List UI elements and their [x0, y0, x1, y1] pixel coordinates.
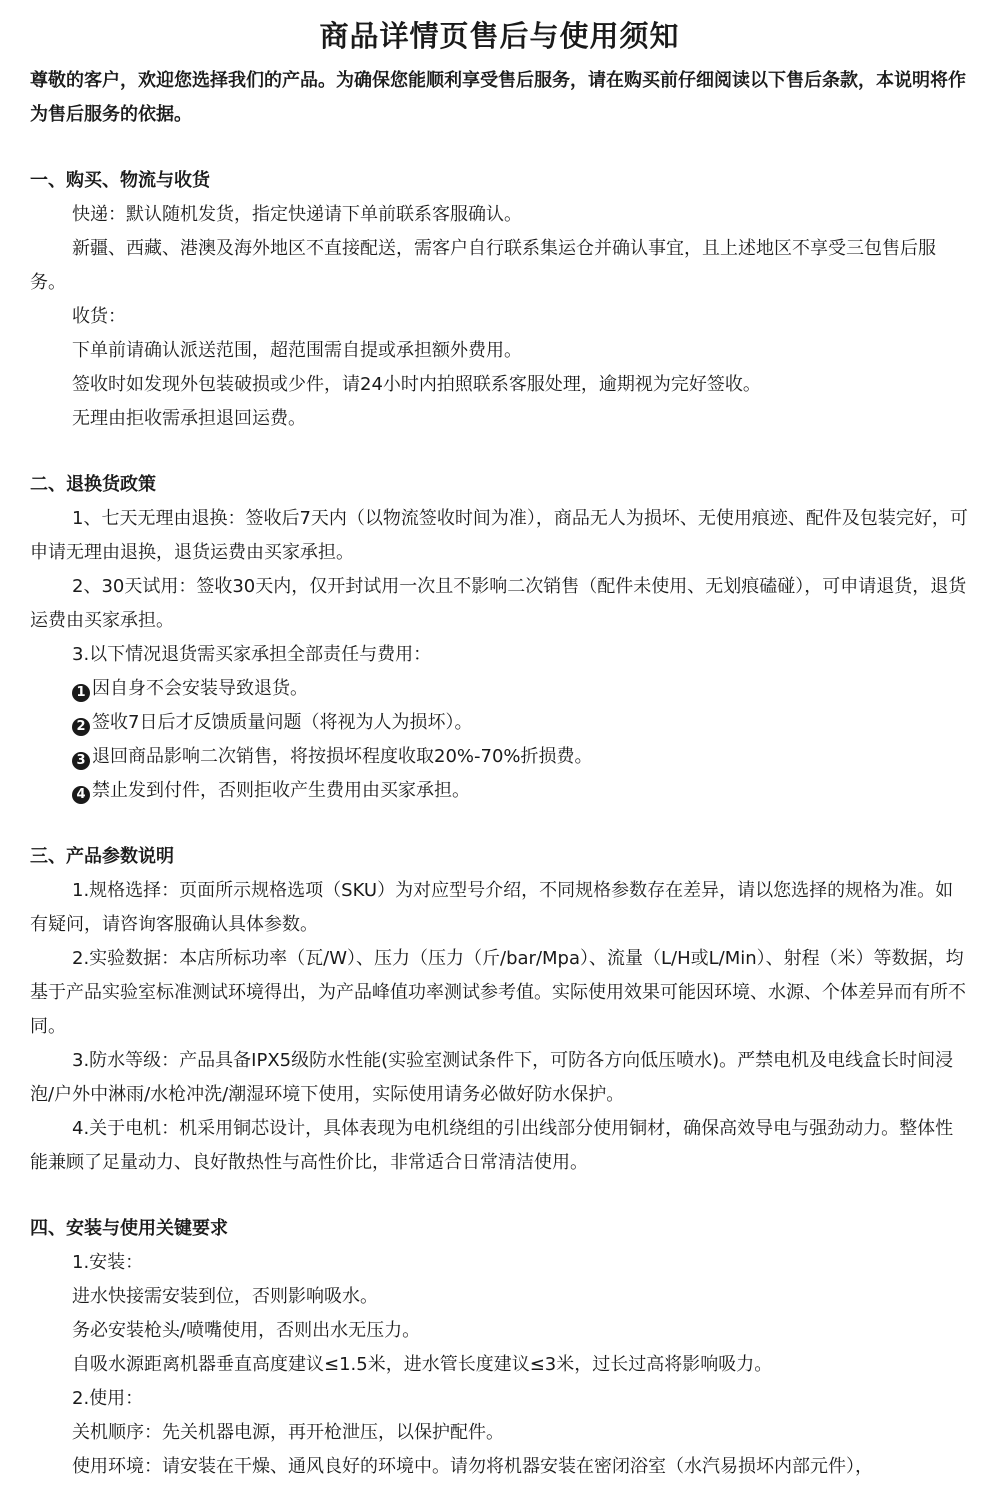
section-heading: 三、产品参数说明 [30, 846, 174, 867]
parameter-item: 2.实验数据：本店所标功率（瓦/W）、压力（压力（斤/bar/Mpa）、流量（L/H或L/Min）、射程（米）等数据，均基于产品实验室标准测试环境得出，为产品峰值功率测试参考值。实际使用效果可能因环境、水源、个体差异而有所不同。 [30, 948, 966, 1037]
section-install-usage [30, 1212, 969, 1484]
receive-label: 收货： [72, 306, 126, 327]
bullet-text: 退回商品影响二次销售，将按损坏程度收取20%-70%折损费。 [92, 746, 593, 767]
number-badge: 2 [72, 718, 90, 736]
return-rule-2: 2、30天试用：签收30天内，仅开封试用一次且不影响二次销售（配件未使用、无划痕磕碰），可申请退货，退货运费由买家承担。 [30, 576, 967, 631]
number-badge: 4 [72, 786, 90, 804]
install-item: 务必安装枪头/喷嘴使用，否则出水无压力。 [72, 1320, 421, 1341]
section-product-parameters [30, 840, 969, 1180]
use-item: 使用环境：请安装在干燥、通风良好的环境中。请勿将机器安装在密闭浴室（水汽易损坏内部元件）， [72, 1456, 873, 1477]
buyer-responsibility-item [30, 774, 969, 808]
buyer-responsibility-item [30, 740, 969, 774]
parameter-item: 1.规格选择：页面所示规格选项（SKU）为对应型号介绍，不同规格参数存在差异，请以您选择的规格为准。如有疑问，请咨询客服确认具体参数。 [30, 880, 954, 935]
receive-item: 无理由拒收需承担退回运费。 [72, 408, 306, 429]
use-label: 2.使用： [72, 1388, 144, 1409]
install-item: 进水快接需安装到位，否则影响吸水。 [72, 1286, 378, 1307]
number-badge: 3 [72, 752, 90, 770]
parameter-item: 3.防水等级：产品具备IPX5级防水性能(实验室测试条件下，可防各方向低压喷水)。严禁电机及电线盒长时间浸泡/户外中淋雨/水枪冲洗/潮湿环境下使用，实际使用请务必做好防水保护。 [30, 1050, 954, 1105]
return-rule-1: 1、七天无理由退换：签收后7天内（以物流签收时间为准），商品无人为损坏、无使用痕迹、配件及包装完好，可申请无理由退换，退货运费由买家承担。 [30, 508, 968, 563]
section-heading: 一、购买、物流与收货 [30, 170, 210, 191]
bullet-text: 禁止发到付件，否则拒收产生费用由买家承担。 [92, 780, 470, 801]
install-item: 自吸水源距离机器垂直高度建议≤1.5米，进水管长度建议≤3米，过长过高将影响吸力。 [72, 1354, 773, 1375]
bullet-text: 签收7日后才反馈质量问题（将视为人为损坏）。 [92, 712, 473, 733]
page-title: 商品详情页售后与使用须知 [319, 19, 680, 53]
buyer-responsibility-item [30, 706, 969, 740]
express-text: 快递：默认随机发货，指定快递请下单前联系客服确认。 [72, 204, 522, 225]
receive-item: 下单前请确认派送范围，超范围需自提或承担额外费用。 [72, 340, 522, 361]
buyer-responsibility-item [30, 672, 969, 706]
intro-text: 尊敬的客户，欢迎您选择我们的产品。为确保您能顺利享受售后服务，请在购买前仔细阅读以下售后条款，本说明将作为售后服务的依据。 [30, 70, 966, 125]
remote-area-text: 新疆、西藏、港澳及海外地区不直接配送，需客户自行联系集运仓并确认事宜，且上述地区不享受三包售后服务。 [30, 238, 936, 293]
return-rule-3: 3.以下情况退货需买家承担全部责任与费用： [72, 644, 432, 665]
number-badge: 1 [72, 684, 90, 702]
use-item: 关机顺序：先关机器电源，再开枪泄压，以保护配件。 [72, 1422, 504, 1443]
bullet-text: 因自身不会安装导致退货。 [92, 678, 308, 699]
receive-item: 签收时如发现外包装破损或少件，请24小时内拍照联系客服处理，逾期视为完好签收。 [72, 374, 761, 395]
parameter-item: 4.关于电机：机采用铜芯设计，具体表现为电机绕组的引出线部分使用铜材，确保高效导电与强劲动力。整体性能兼顾了足量动力、良好散热性与高性价比，非常适合日常清洁使用。 [30, 1118, 954, 1173]
install-label: 1.安装： [72, 1252, 144, 1273]
section-return-policy [30, 468, 969, 808]
section-heading: 四、安装与使用关键要求 [30, 1218, 228, 1239]
section-purchase-logistics [30, 164, 969, 436]
section-heading: 二、退换货政策 [30, 474, 156, 495]
